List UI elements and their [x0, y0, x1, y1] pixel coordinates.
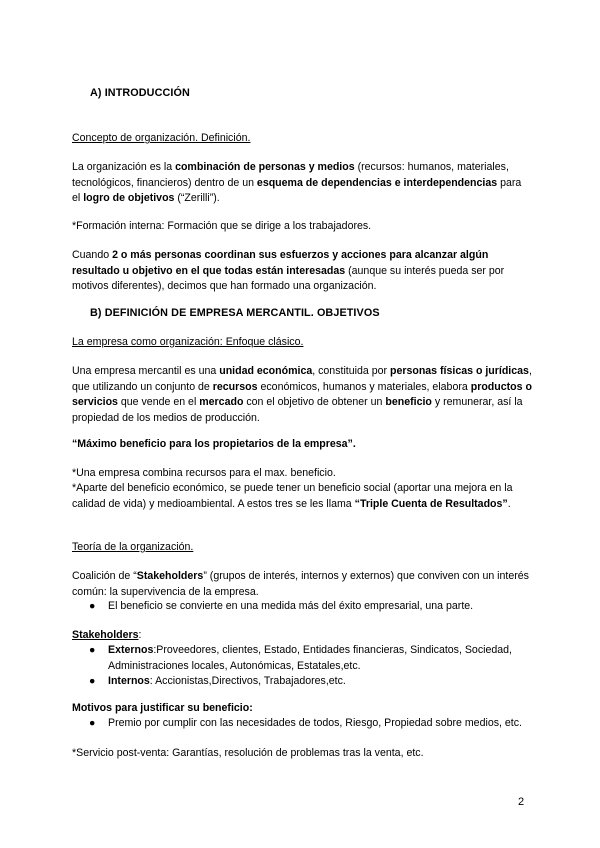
bullet-icon: ● — [89, 600, 96, 612]
section-b-quote: “Máximo beneficio para los propietarios de la empresa”. — [72, 438, 356, 450]
section-a-subheading: Concepto de organización. Definición. — [72, 132, 251, 144]
section-c-paragraph-1: Coalición de “Stakeholders” (grupos de interés, internos y externos) que conviven con un interés común: la supervivencia de la empresa. — [72, 570, 529, 598]
section-a-note: *Formación interna: Formación que se dirige a los trabajadores. — [72, 220, 372, 232]
section-a-paragraph-1: La organización es la combinación de personas y medios (recursos: humanos, materiales, tecnológicos, financieros) dentro de un esquema de dependencias e interdependencias para el logro de objetivos (“Zerilli”). — [72, 161, 522, 204]
bullet-icon: ● — [89, 675, 96, 687]
motivos-list — [72, 716, 532, 732]
section-c-note: *Servicio post-venta: Garantías, resolución de problemas tras la venta, etc. — [72, 747, 424, 759]
motivos-title: Motivos para justificar su beneficio: — [72, 702, 253, 714]
list-item: ● Premio por cumplir con las necesidades de todos, Riesgo, Propiedad sobre medios, etc. — [72, 716, 532, 732]
page-number: 2 — [518, 796, 525, 808]
section-b-paragraph-1: Una empresa mercantil es una unidad económica, constituida por personas físicas o jurídicas, que utilizando un conjunto de recursos económicos, humanos y materiales, elabora productos o servicios que vende en el mercado con el objetivo de obtener un beneficio y remunerar, así la propiedad de los medios de producción. — [72, 365, 532, 424]
section-b-subheading: La empresa como organización: Enfoque clásico. — [72, 336, 304, 348]
section-c-subheading: Teoría de la organización. — [72, 541, 194, 553]
stakeholders-list — [72, 643, 532, 690]
section-a-heading: A) INTRODUCCIÓN — [90, 87, 190, 99]
section-c-bullet-list — [72, 599, 532, 615]
section-b-heading: B) DEFINICIÓN DE EMPRESA MERCANTIL. OBJETIVOS — [90, 307, 380, 319]
list-item: ● Internos: Accionistas,Directivos, Trabajadores,etc. — [72, 674, 532, 690]
list-item: ● El beneficio se convierte en una medida más del éxito empresarial, una parte. — [72, 599, 532, 615]
bullet-icon: ● — [89, 717, 96, 729]
section-a-paragraph-2: Cuando 2 o más personas coordinan sus esfuerzos y acciones para alcanzar algún resultado u objetivo en el que todas están interesadas (aunque su interés pueda ser por motivos diferentes), decimos que han formado una organización. — [72, 249, 505, 292]
section-b-note-2: *Aparte del beneficio económico, se puede tener un beneficio social (aportar una mejora en la calidad de vida) y medioambiental. A estos tres se les llama “Triple Cuenta de Resultados”. — [72, 482, 513, 510]
section-b-note-1: *Una empresa combina recursos para el max. beneficio. — [72, 467, 336, 479]
bullet-icon: ● — [89, 644, 96, 656]
stakeholders-title: Stakeholders: — [72, 629, 142, 641]
list-item: ● Externos:Proveedores, clientes, Estado, Entidades financieras, Sindicatos, Sociedad, Administraciones locales, Autonómicas, Estatales,etc. — [89, 644, 512, 672]
